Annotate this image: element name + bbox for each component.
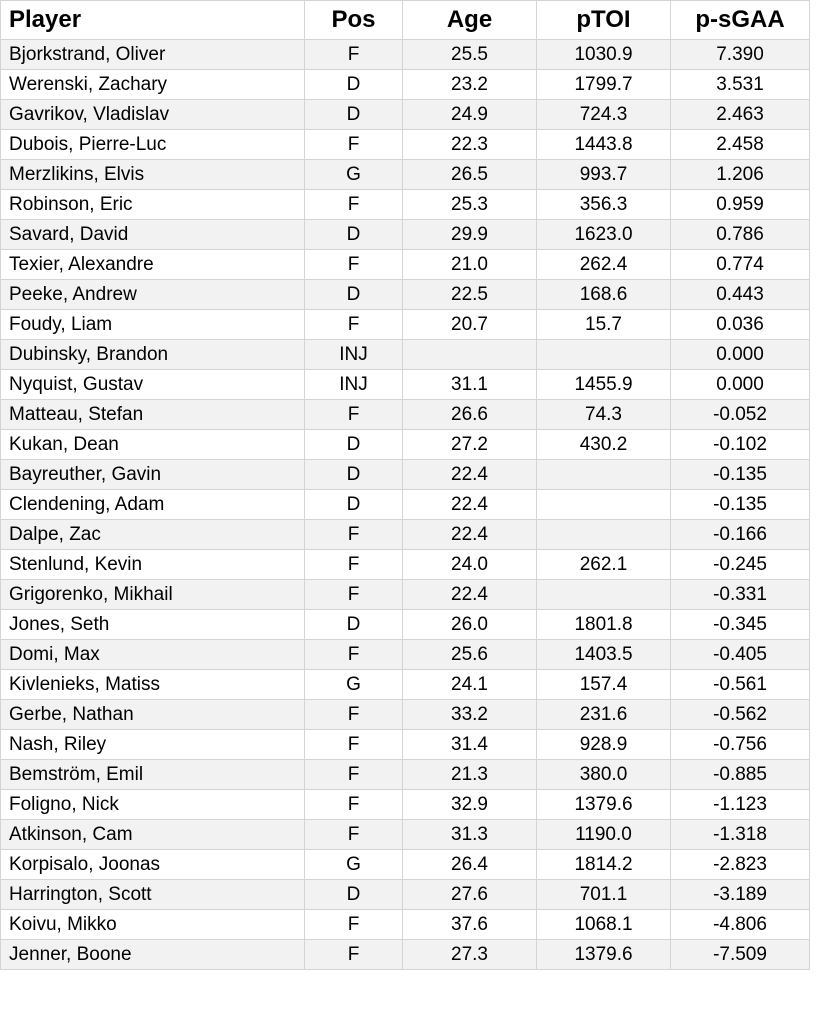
table-row <box>1 220 810 250</box>
table-row <box>1 700 810 730</box>
cell-pos[interactable]: F <box>305 550 403 580</box>
cell-pos[interactable]: G <box>305 160 403 190</box>
cell-age[interactable] <box>403 340 537 370</box>
cell-age[interactable]: 21.3 <box>403 760 537 790</box>
cell-age[interactable]: 31.1 <box>403 370 537 400</box>
cell-pos[interactable]: F <box>305 940 403 970</box>
cell-pos[interactable]: F <box>305 400 403 430</box>
cell-pos[interactable]: F <box>305 40 403 70</box>
cell-ptoi[interactable]: 1379.6 <box>537 790 671 820</box>
table-row <box>1 190 810 220</box>
cell-ptoi[interactable]: 380.0 <box>537 760 671 790</box>
cell-player[interactable]: Bjorkstrand, Oliver <box>1 40 305 70</box>
cell-player[interactable]: Peeke, Andrew <box>1 280 305 310</box>
cell-player[interactable]: Atkinson, Cam <box>1 820 305 850</box>
cell-ptoi[interactable]: 1190.0 <box>537 820 671 850</box>
cell-pos[interactable]: INJ <box>305 370 403 400</box>
table-row <box>1 910 810 940</box>
cell-ptoi[interactable]: 1814.2 <box>537 850 671 880</box>
cell-psgaa[interactable]: 3.531 <box>671 70 810 100</box>
cell-psgaa[interactable]: 0.959 <box>671 190 810 220</box>
cell-age[interactable]: 22.4 <box>403 520 537 550</box>
cell-age[interactable]: 22.5 <box>403 280 537 310</box>
cell-psgaa[interactable]: -0.166 <box>671 520 810 550</box>
cell-psgaa[interactable]: 0.774 <box>671 250 810 280</box>
header-ptoi[interactable]: pTOI <box>537 1 671 40</box>
table-row <box>1 430 810 460</box>
cell-age[interactable]: 25.3 <box>403 190 537 220</box>
cell-psgaa[interactable]: -0.405 <box>671 640 810 670</box>
cell-age[interactable]: 22.4 <box>403 580 537 610</box>
table-row <box>1 550 810 580</box>
table-row <box>1 40 810 70</box>
cell-ptoi[interactable]: 262.1 <box>537 550 671 580</box>
cell-age[interactable]: 26.4 <box>403 850 537 880</box>
table-row <box>1 820 810 850</box>
cell-pos[interactable]: F <box>305 820 403 850</box>
cell-age[interactable]: 26.0 <box>403 610 537 640</box>
cell-ptoi[interactable]: 15.7 <box>537 310 671 340</box>
cell-player[interactable]: Foudy, Liam <box>1 310 305 340</box>
header-player[interactable]: Player <box>1 1 305 40</box>
cell-age[interactable]: 21.0 <box>403 250 537 280</box>
cell-ptoi[interactable]: 356.3 <box>537 190 671 220</box>
table-row <box>1 100 810 130</box>
cell-psgaa[interactable]: 0.443 <box>671 280 810 310</box>
cell-ptoi[interactable]: 74.3 <box>537 400 671 430</box>
cell-psgaa[interactable]: 0.036 <box>671 310 810 340</box>
table-row <box>1 610 810 640</box>
table-row <box>1 850 810 880</box>
cell-player[interactable]: Koivu, Mikko <box>1 910 305 940</box>
cell-age[interactable]: 20.7 <box>403 310 537 340</box>
cell-player[interactable]: Foligno, Nick <box>1 790 305 820</box>
cell-pos[interactable]: G <box>305 670 403 700</box>
cell-pos[interactable]: D <box>305 280 403 310</box>
cell-age[interactable]: 26.6 <box>403 400 537 430</box>
cell-ptoi[interactable] <box>537 460 671 490</box>
cell-psgaa[interactable]: -1.123 <box>671 790 810 820</box>
cell-player[interactable]: Dubinsky, Brandon <box>1 340 305 370</box>
cell-age[interactable]: 22.4 <box>403 460 537 490</box>
header-pos[interactable]: Pos <box>305 1 403 40</box>
cell-pos[interactable]: F <box>305 250 403 280</box>
cell-psgaa[interactable]: 2.463 <box>671 100 810 130</box>
cell-psgaa[interactable]: -0.245 <box>671 550 810 580</box>
table-row <box>1 640 810 670</box>
cell-psgaa[interactable]: -3.189 <box>671 880 810 910</box>
table-row <box>1 940 810 970</box>
cell-psgaa[interactable]: -0.885 <box>671 760 810 790</box>
cell-psgaa[interactable]: 7.390 <box>671 40 810 70</box>
cell-player[interactable]: Jones, Seth <box>1 610 305 640</box>
cell-pos[interactable]: D <box>305 460 403 490</box>
cell-pos[interactable]: F <box>305 130 403 160</box>
cell-pos[interactable]: F <box>305 700 403 730</box>
cell-pos[interactable]: D <box>305 70 403 100</box>
cell-ptoi[interactable]: 993.7 <box>537 160 671 190</box>
cell-player[interactable]: Clendening, Adam <box>1 490 305 520</box>
table-row <box>1 880 810 910</box>
cell-psgaa[interactable]: -7.509 <box>671 940 810 970</box>
cell-ptoi[interactable]: 701.1 <box>537 880 671 910</box>
table-row <box>1 310 810 340</box>
cell-player[interactable]: Bayreuther, Gavin <box>1 460 305 490</box>
cell-pos[interactable]: G <box>305 850 403 880</box>
cell-pos[interactable]: D <box>305 880 403 910</box>
cell-psgaa[interactable]: -2.823 <box>671 850 810 880</box>
cell-player[interactable]: Stenlund, Kevin <box>1 550 305 580</box>
cell-psgaa[interactable]: 0.000 <box>671 370 810 400</box>
table-row <box>1 370 810 400</box>
table-row <box>1 250 810 280</box>
cell-ptoi[interactable]: 1379.6 <box>537 940 671 970</box>
cell-age[interactable]: 32.9 <box>403 790 537 820</box>
cell-ptoi[interactable]: 1455.9 <box>537 370 671 400</box>
cell-age[interactable]: 27.6 <box>403 880 537 910</box>
cell-pos[interactable]: D <box>305 430 403 460</box>
cell-psgaa[interactable]: -0.331 <box>671 580 810 610</box>
cell-age[interactable]: 23.2 <box>403 70 537 100</box>
cell-age[interactable]: 25.5 <box>403 40 537 70</box>
cell-pos[interactable]: D <box>305 610 403 640</box>
cell-pos[interactable]: D <box>305 490 403 520</box>
cell-age[interactable]: 29.9 <box>403 220 537 250</box>
cell-ptoi[interactable]: 928.9 <box>537 730 671 760</box>
table-row <box>1 340 810 370</box>
table-row <box>1 160 810 190</box>
cell-ptoi[interactable]: 1443.8 <box>537 130 671 160</box>
cell-age[interactable]: 31.4 <box>403 730 537 760</box>
cell-player[interactable]: Robinson, Eric <box>1 190 305 220</box>
table-row <box>1 790 810 820</box>
cell-age[interactable]: 22.4 <box>403 490 537 520</box>
cell-ptoi[interactable]: 231.6 <box>537 700 671 730</box>
cell-ptoi[interactable] <box>537 520 671 550</box>
cell-psgaa[interactable]: -0.102 <box>671 430 810 460</box>
cell-ptoi[interactable] <box>537 580 671 610</box>
cell-pos[interactable]: INJ <box>305 340 403 370</box>
cell-age[interactable]: 24.1 <box>403 670 537 700</box>
cell-player[interactable]: Savard, David <box>1 220 305 250</box>
cell-age[interactable]: 26.5 <box>403 160 537 190</box>
cell-pos[interactable]: F <box>305 910 403 940</box>
cell-player[interactable]: Werenski, Zachary <box>1 70 305 100</box>
table-row <box>1 490 810 520</box>
cell-player[interactable]: Dubois, Pierre-Luc <box>1 130 305 160</box>
cell-psgaa[interactable]: -4.806 <box>671 910 810 940</box>
cell-pos[interactable]: F <box>305 190 403 220</box>
header-row <box>1 1 810 40</box>
cell-pos[interactable]: F <box>305 730 403 760</box>
cell-player[interactable]: Korpisalo, Joonas <box>1 850 305 880</box>
header-psgaa[interactable]: p-sGAA <box>671 1 810 40</box>
cell-ptoi[interactable] <box>537 340 671 370</box>
cell-ptoi[interactable]: 168.6 <box>537 280 671 310</box>
cell-psgaa[interactable]: -0.561 <box>671 670 810 700</box>
cell-pos[interactable]: F <box>305 790 403 820</box>
cell-age[interactable]: 27.3 <box>403 940 537 970</box>
cell-psgaa[interactable]: -0.345 <box>671 610 810 640</box>
cell-player[interactable]: Domi, Max <box>1 640 305 670</box>
cell-age[interactable]: 33.2 <box>403 700 537 730</box>
cell-player[interactable]: Bemström, Emil <box>1 760 305 790</box>
cell-player[interactable]: Matteau, Stefan <box>1 400 305 430</box>
cell-player[interactable]: Grigorenko, Mikhail <box>1 580 305 610</box>
cell-ptoi[interactable]: 724.3 <box>537 100 671 130</box>
cell-ptoi[interactable]: 1801.8 <box>537 610 671 640</box>
cell-age[interactable]: 31.3 <box>403 820 537 850</box>
cell-player[interactable]: Harrington, Scott <box>1 880 305 910</box>
cell-psgaa[interactable]: 0.000 <box>671 340 810 370</box>
cell-psgaa[interactable]: -0.135 <box>671 460 810 490</box>
cell-player[interactable]: Jenner, Boone <box>1 940 305 970</box>
cell-age[interactable]: 24.9 <box>403 100 537 130</box>
cell-ptoi[interactable]: 157.4 <box>537 670 671 700</box>
cell-age[interactable]: 37.6 <box>403 910 537 940</box>
cell-psgaa[interactable]: -1.318 <box>671 820 810 850</box>
cell-player[interactable]: Kivlenieks, Matiss <box>1 670 305 700</box>
header-age[interactable]: Age <box>403 1 537 40</box>
cell-player[interactable]: Merzlikins, Elvis <box>1 160 305 190</box>
cell-psgaa[interactable]: 1.206 <box>671 160 810 190</box>
cell-pos[interactable]: F <box>305 580 403 610</box>
cell-age[interactable]: 22.3 <box>403 130 537 160</box>
cell-psgaa[interactable]: 0.786 <box>671 220 810 250</box>
cell-player[interactable]: Gavrikov, Vladislav <box>1 100 305 130</box>
cell-ptoi[interactable] <box>537 490 671 520</box>
table-row <box>1 70 810 100</box>
cell-ptoi[interactable]: 1030.9 <box>537 40 671 70</box>
cell-ptoi[interactable]: 1623.0 <box>537 220 671 250</box>
table-row <box>1 580 810 610</box>
cell-psgaa[interactable]: -0.562 <box>671 700 810 730</box>
table-row <box>1 460 810 490</box>
table-row <box>1 730 810 760</box>
cell-psgaa[interactable]: -0.052 <box>671 400 810 430</box>
cell-ptoi[interactable]: 1799.7 <box>537 70 671 100</box>
cell-age[interactable]: 25.6 <box>403 640 537 670</box>
cell-pos[interactable]: F <box>305 520 403 550</box>
table-row <box>1 670 810 700</box>
table-row <box>1 130 810 160</box>
cell-psgaa[interactable]: -0.756 <box>671 730 810 760</box>
cell-player[interactable]: Nyquist, Gustav <box>1 370 305 400</box>
cell-pos[interactable]: F <box>305 760 403 790</box>
cell-ptoi[interactable]: 1068.1 <box>537 910 671 940</box>
cell-ptoi[interactable]: 430.2 <box>537 430 671 460</box>
table-body <box>1 40 810 970</box>
cell-psgaa[interactable]: 2.458 <box>671 130 810 160</box>
cell-player[interactable]: Dalpe, Zac <box>1 520 305 550</box>
cell-player[interactable]: Nash, Riley <box>1 730 305 760</box>
cell-ptoi[interactable]: 1403.5 <box>537 640 671 670</box>
table-header <box>1 1 810 40</box>
cell-pos[interactable]: F <box>305 310 403 340</box>
cell-pos[interactable]: F <box>305 640 403 670</box>
table-row <box>1 520 810 550</box>
table-row <box>1 760 810 790</box>
cell-pos[interactable]: D <box>305 220 403 250</box>
table-row <box>1 400 810 430</box>
cell-player[interactable]: Kukan, Dean <box>1 430 305 460</box>
cell-pos[interactable]: D <box>305 100 403 130</box>
cell-age[interactable]: 27.2 <box>403 430 537 460</box>
cell-ptoi[interactable]: 262.4 <box>537 250 671 280</box>
table-row <box>1 280 810 310</box>
cell-player[interactable]: Gerbe, Nathan <box>1 700 305 730</box>
cell-player[interactable]: Texier, Alexandre <box>1 250 305 280</box>
cell-psgaa[interactable]: -0.135 <box>671 490 810 520</box>
cell-age[interactable]: 24.0 <box>403 550 537 580</box>
